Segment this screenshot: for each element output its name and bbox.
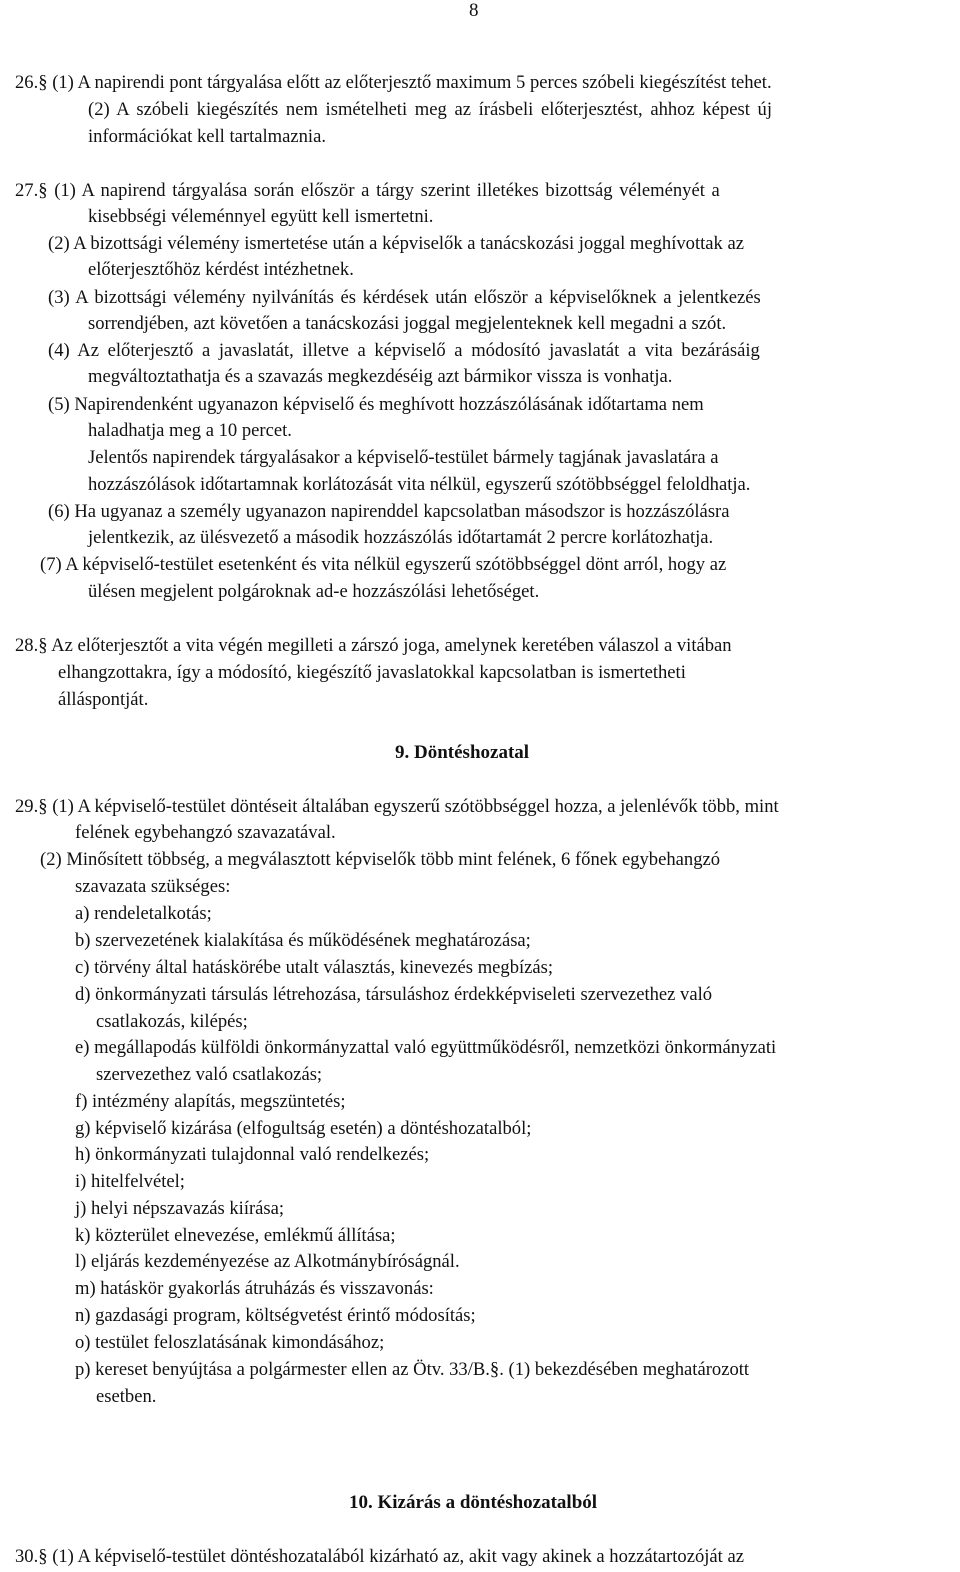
s27-line-4: előterjesztőhöz kérdést intézhetnek.	[88, 259, 354, 280]
s27-line-7: (4) Az előterjesztő a javaslatát, illetve a képviselő a módosító javaslatát a vita bezárásáig	[48, 340, 760, 361]
s28-line-1: 28.§ Az előterjesztőt a vita végén megilleti a zárszó joga, amelynek keretében válaszol a vitában	[15, 635, 732, 656]
list-item-g: g) képviselő kizárása (elfogultság esetén) a döntéshozatalból;	[75, 1118, 532, 1139]
list-item-i: i) hitelfelvétel;	[75, 1171, 185, 1192]
list-item-a: a) rendeletalkotás;	[75, 903, 212, 924]
s27-line-14: jelentkezik, az ülésvezető a második hozzászólás időtartamát 2 percre korlátozhatja.	[88, 527, 714, 548]
heading-kizaras: 10. Kizárás a döntéshozatalból	[349, 1492, 598, 1513]
s27-line-5: (3) A bizottsági vélemény nyilvánítás és kérdések után először a képviselőknek a jelentkezés	[48, 287, 761, 308]
s26-line-2: (2) A szóbeli kiegészítés nem ismételheti meg az írásbeli előterjesztést, ahhoz képest új	[88, 99, 772, 120]
s29-line-1: 29.§ (1) A képviselő-testület döntéseit általában egyszerű szótöbbséggel hozza, a jelenlévők több, mint	[15, 796, 779, 817]
list-item-j: j) helyi népszavazás kiírása;	[75, 1198, 285, 1219]
s27-line-3: (2) A bizottsági vélemény ismertetése után a képviselők a tanácskozási joggal meghívottak az	[48, 233, 745, 254]
s27-line-1: 27.§ (1) A napirend tárgyalása során először a tárgy szerint illetékes bizottság véleményét a	[15, 180, 720, 201]
s27-line-2: kisebbségi véleménnyel együtt kell ismertetni.	[88, 206, 434, 227]
s29-line-3: (2) Minősített többség, a megválasztott képviselők több mint felének, 6 főnek egybehangzó	[40, 849, 721, 870]
s29-line-2: felének egybehangzó szavazatával.	[75, 822, 336, 843]
s27-line-6: sorrendjében, azt követően a tanácskozási joggal megjelenteknek kell megadni a szót.	[88, 313, 727, 334]
list-item-c: c) törvény által hatáskörébe utalt választás, kinevezés megbízás;	[75, 957, 554, 978]
list-item-n: n) gazdasági program, költségvetést érintő módosítás;	[75, 1305, 476, 1326]
list-item-e-1: e) megállapodás külföldi önkormányzattal való együttműködésről, nemzetközi önkormányzati	[75, 1037, 777, 1058]
list-item-p-2: esetben.	[96, 1386, 157, 1407]
list-item-o: o) testület feloszlatásának kimondásához;	[75, 1332, 385, 1353]
s27-line-10: haladhatja meg a 10 percet.	[88, 420, 292, 441]
s26-line-3: információkat kell tartalmaznia.	[88, 126, 326, 147]
list-item-e-2: szervezethez való csatlakozás;	[96, 1064, 323, 1085]
list-item-f: f) intézmény alapítás, megszüntetés;	[75, 1091, 346, 1112]
s27-line-9: (5) Napirendenként ugyanazon képviselő és meghívott hozzászólásának időtartama nem	[48, 394, 704, 415]
s27-line-13: (6) Ha ugyanaz a személy ugyanazon napirenddel kapcsolatban másodszor is hozzászólásra	[48, 501, 730, 522]
list-item-p-1: p) kereset benyújtása a polgármester ellen az Ötv. 33/B.§. (1) bekezdésében meghatározott	[75, 1359, 750, 1380]
s30-line-1: 30.§ (1) A képviselő-testület döntéshozatalából kizárható az, akit vagy akinek a hozzátartozóját az	[15, 1546, 745, 1567]
heading-dontesh: 9. Döntéshozatal	[395, 742, 530, 763]
s27-line-15: (7) A képviselő-testület esetenként és vita nélkül egyszerű szótöbbséggel dönt arról, hogy az	[40, 554, 727, 575]
list-item-k: k) közterület elnevezése, emlékmű állítása;	[75, 1225, 396, 1246]
list-item-l: l) eljárás kezdeményezése az Alkotmánybíróságnál.	[75, 1251, 460, 1272]
s27-line-12: hozzászólások időtartamnak korlátozását vita nélkül, egyszerű szótöbbséggel feloldhatja.	[88, 474, 751, 495]
list-item-m: m) hatáskör gyakorlás átruházás és visszavonás:	[75, 1278, 434, 1299]
page-number: 8	[469, 0, 479, 21]
s27-line-16: ülésen megjelent polgároknak ad-e hozzászólási lehetőséget.	[88, 581, 540, 602]
list-item-d-1: d) önkormányzati társulás létrehozása, társuláshoz érdekképviseleti szervezethez való	[75, 984, 713, 1005]
s29-line-4: szavazata szükséges:	[75, 876, 231, 897]
s26-line-1: 26.§ (1) A napirendi pont tárgyalása előtt az előterjesztő maximum 5 perces szóbeli kiegészítést tehet.	[15, 72, 772, 93]
list-item-b: b) szervezetének kialakítása és működésének meghatározása;	[75, 930, 531, 951]
list-item-h: h) önkormányzati tulajdonnal való rendelkezés;	[75, 1144, 430, 1165]
s27-line-11: Jelentős napirendek tárgyalásakor a képviselő-testület bármely tagjának javaslatára a	[88, 447, 719, 468]
s27-line-8: megváltoztathatja és a szavazás megkezdéséig azt bármikor vissza is vonhatja.	[88, 366, 673, 387]
list-item-d-2: csatlakozás, kilépés;	[96, 1011, 248, 1032]
s28-line-3: álláspontját.	[58, 689, 149, 710]
s28-line-2: elhangzottakra, így a módosító, kiegészítő javaslatokkal kapcsolatban is ismertetheti	[58, 662, 686, 683]
